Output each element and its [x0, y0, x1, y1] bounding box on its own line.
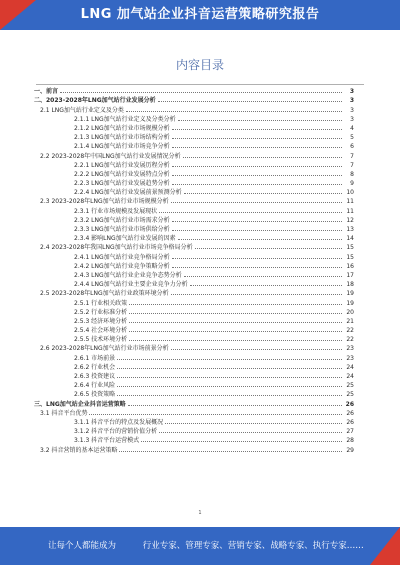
toc-leader-dots	[172, 267, 342, 268]
toc-entry-label: 2.2.4 LNG加气站行业发展前景预测分析	[74, 189, 182, 197]
toc-entry-label: 2.1.4 LNG加气站行业市场竞争分析	[74, 143, 170, 151]
toc-entry-page: 23	[346, 354, 354, 362]
toc-entry-page: 15	[346, 244, 354, 252]
toc-leader-dots	[117, 386, 342, 387]
toc-entry[interactable]	[34, 389, 354, 398]
report-title: LNG 加气站企业抖音运营策略研究报告	[80, 7, 320, 22]
toc-entry[interactable]	[34, 114, 354, 123]
toc-entry-label: 2.3.2 LNG加气站行业市场需求分析	[74, 216, 170, 224]
toc-leader-dots	[129, 322, 342, 323]
toc-entry-label: 2.4.3 LNG加气站行业企业竞争态势分析	[74, 271, 182, 279]
toc-entry-page: 19	[346, 290, 354, 298]
toc-entry-page: 5	[350, 134, 354, 142]
toc-entry[interactable]	[34, 132, 354, 141]
toc-entry-page: 9	[350, 180, 354, 188]
toc-entry[interactable]	[34, 398, 354, 407]
toc-entry-label: 2.6 2023-2028年LNG加气站行业市场前景分析	[40, 345, 169, 353]
toc-entry-label: 2.2 2023-2028年中国LNG加气站行业发展情况分析	[40, 152, 181, 160]
toc-entry[interactable]	[34, 169, 354, 178]
toc-entry[interactable]	[34, 141, 354, 150]
toc-entry[interactable]	[34, 444, 354, 453]
toc-entry-label: 2.6.4 行业风险	[74, 382, 116, 390]
footer-slogan: 让每个人都能成为	[48, 541, 117, 551]
toc-leader-dots	[172, 184, 342, 185]
toc-leader-dots	[172, 166, 342, 167]
toc-entry[interactable]	[34, 215, 354, 224]
toc-entry-label: 2.3.3 LNG加气站行业市场供给分析	[74, 226, 170, 233]
toc-entry-page: 26	[346, 409, 354, 417]
toc-entry[interactable]	[34, 325, 354, 334]
footer-red-corner	[370, 527, 400, 565]
toc-entry-page: 13	[346, 226, 354, 233]
toc-entry[interactable]	[34, 408, 354, 417]
toc-leader-dots	[171, 202, 342, 203]
footer-bar	[0, 527, 400, 565]
toc-entry[interactable]	[34, 233, 354, 242]
toc-entry-label: 三、LNG加气站企业抖音运营策略	[34, 400, 126, 408]
toc-leader-dots	[172, 258, 342, 259]
toc-leader-dots	[172, 230, 342, 231]
toc-entry-label: 2.5.3 经济环境分析	[74, 317, 128, 325]
toc-entry-label: 2.2.3 LNG加气站行业发展趋势分析	[74, 180, 170, 188]
toc-leader-dots	[178, 120, 342, 121]
toc-entry-page: 8	[350, 170, 354, 178]
toc-leader-dots	[89, 414, 342, 415]
toc-leader-dots	[183, 157, 342, 158]
toc-entry[interactable]	[34, 242, 354, 251]
toc-entry-label: 2.2.1 LNG加气站行业发展历程分析	[74, 161, 170, 169]
toc-entry-page: 11	[346, 198, 354, 206]
toc-entry-page: 25	[346, 382, 354, 390]
toc-leader-dots	[184, 276, 342, 277]
toc-leader-dots	[126, 111, 342, 112]
toc-entry[interactable]	[34, 178, 354, 187]
toc-entry[interactable]	[34, 288, 354, 297]
toc-entry-label: 2.5.1 行业相关政策	[74, 299, 128, 307]
toc-entry-label: 2.6.3 投资建议	[74, 373, 116, 380]
toc-entry-label: 2.1 LNG加气站行业定义及分类	[40, 106, 124, 114]
toc-entry-label: 2.6.5 投资策略	[74, 391, 116, 399]
toc-leader-dots	[129, 313, 342, 314]
toc-entry-page: 25	[346, 391, 354, 399]
toc-entry-label: 2.3.1 行业市场规模及发展现状	[74, 207, 158, 215]
toc-entry-page: 4	[350, 124, 354, 132]
toc-leader-dots	[172, 129, 342, 130]
toc-entry-label: 2.6.2 行业机会	[74, 363, 116, 371]
toc-entry[interactable]	[34, 95, 354, 104]
toc-leader-dots	[158, 101, 342, 102]
toc-entry[interactable]	[34, 426, 354, 435]
toc-leader-dots	[129, 304, 342, 305]
toc-entry-page: 24	[346, 373, 354, 380]
toc-entry-page: 14	[346, 235, 354, 243]
toc-entry-label: 2.5.2 行业标准分析	[74, 308, 128, 316]
heading-divider	[36, 84, 364, 85]
toc-leader-dots	[129, 340, 342, 341]
toc-entry[interactable]	[34, 362, 354, 371]
toc-leader-dots	[195, 248, 342, 249]
toc-entry[interactable]	[34, 205, 354, 214]
toc-leader-dots	[172, 175, 342, 176]
toc-leader-dots	[117, 368, 342, 369]
toc-entry-label: 3.1 抖音平台优势	[40, 409, 88, 417]
toc-entry-page: 19	[346, 299, 354, 307]
toc-entry-label: 2.4.2 LNG加气站行业竞争策略分析	[74, 262, 170, 270]
toc-entry-label: 2.3.4 影响LNG加气站行业发展的因素	[74, 235, 176, 243]
toc-entry-label: 2.1.1 LNG加气站行业定义及分类分析	[74, 115, 176, 123]
toc-entry-page: 12	[346, 216, 354, 224]
toc-entry-label: 2.5 2023-2028年LNG加气站行业政策环境分析	[40, 290, 169, 298]
toc-entry-label: 2.4.1 LNG加气站行业竞争格局分析	[74, 253, 170, 261]
toc-entry-page: 3	[349, 97, 354, 105]
toc-entry-page: 3	[350, 106, 354, 114]
toc-entry[interactable]	[34, 123, 354, 132]
toc-entry-page: 22	[346, 336, 354, 344]
toc-entry[interactable]	[34, 104, 354, 113]
toc-entry-label: 3.2 抖音营销的基本运营策略	[40, 446, 118, 454]
toc-entry-label: 2.4.4 LNG加气站行业主要企业竞争力分析	[74, 281, 188, 289]
toc-leader-dots	[178, 239, 342, 240]
toc-leader-dots	[117, 395, 342, 396]
toc-leader-dots	[119, 451, 342, 452]
toc-entry-label: 一、前言	[34, 88, 59, 96]
toc-entry[interactable]	[34, 261, 354, 270]
toc-entry[interactable]	[34, 279, 354, 288]
toc-entry[interactable]	[34, 352, 354, 361]
toc-leader-dots	[184, 193, 342, 194]
toc-entry-label: 二、2023-2028年LNG加气站行业发展分析	[34, 97, 156, 105]
toc-entry[interactable]	[34, 86, 354, 95]
toc-entry[interactable]	[34, 380, 354, 389]
toc-entry-page: 28	[346, 437, 354, 445]
toc-entry-page: 26	[345, 400, 354, 408]
header-bar	[0, 0, 400, 30]
toc-entry-page: 17	[346, 271, 354, 279]
toc-entry-label: 2.5.5 技术环境分析	[74, 336, 128, 344]
footer-roles: 行业专家、管理专家、营销专家、战略专家、执行专家……	[142, 541, 364, 551]
toc-entry-label: 2.5.4 社会环境分析	[74, 327, 128, 335]
toc-entry-page: 16	[346, 262, 354, 270]
toc-entry[interactable]	[34, 316, 354, 325]
toc-leader-dots	[172, 138, 342, 139]
toc-leader-dots	[129, 331, 342, 332]
toc-entry[interactable]	[34, 334, 354, 343]
toc-leader-dots	[190, 285, 342, 286]
toc-entry-page: 11	[346, 207, 354, 215]
toc-entry-page: 3	[350, 115, 354, 123]
toc-entry-label: 2.6.1 市场前景	[74, 354, 116, 362]
toc-heading: 内容目录	[175, 58, 224, 72]
toc-leader-dots	[172, 221, 342, 222]
toc-entry-label: 2.3 2023-2028年LNG加气站行业市场规模分析	[40, 198, 169, 206]
toc-entry-page: 15	[346, 253, 354, 261]
footer-text	[48, 527, 364, 565]
toc-entry[interactable]	[34, 224, 354, 233]
toc-entry-label: 2.1.3 LNG加气站行业市场结构分析	[74, 134, 170, 142]
table-of-contents	[34, 86, 354, 454]
toc-entry-page: 20	[346, 308, 354, 316]
toc-entry-label: 2.4 2023-2028年我国LNG加气站行业市场竞争格局分析	[40, 244, 193, 252]
toc-leader-dots	[117, 377, 342, 378]
toc-entry[interactable]	[34, 187, 354, 196]
toc-entry-page: 23	[346, 345, 354, 353]
toc-entry[interactable]	[34, 417, 354, 426]
toc-entry-page: 26	[346, 418, 354, 426]
toc-entry-page: 29	[346, 446, 354, 454]
toc-entry-page: 24	[346, 363, 354, 371]
toc-entry-page: 10	[346, 189, 354, 197]
toc-entry[interactable]	[34, 343, 354, 352]
toc-entry-label: 3.1.1 抖音平台的特点及发展概况	[74, 418, 164, 426]
toc-entry[interactable]	[34, 371, 354, 380]
toc-entry-page: 27	[346, 428, 354, 436]
toc-leader-dots	[165, 423, 342, 424]
page-number: 1	[198, 510, 202, 516]
toc-leader-dots	[117, 359, 342, 360]
toc-entry-label: 3.1.3 抖音平台运营模式	[74, 437, 140, 445]
toc-entry-page: 7	[350, 161, 354, 169]
toc-entry-page: 21	[346, 317, 354, 325]
toc-entry-page: 22	[346, 327, 354, 335]
toc-entry-page: 7	[350, 152, 354, 160]
toc-entry[interactable]	[34, 196, 354, 205]
toc-entry-label: 2.1.2 LNG加气站行业市场规模分析	[74, 124, 170, 132]
toc-leader-dots	[171, 349, 342, 350]
toc-entry[interactable]	[34, 435, 354, 444]
toc-entry[interactable]	[34, 150, 354, 159]
toc-entry[interactable]	[34, 251, 354, 260]
toc-leader-dots	[159, 432, 342, 433]
toc-entry[interactable]	[34, 160, 354, 169]
toc-leader-dots	[141, 441, 342, 442]
toc-leader-dots	[128, 405, 342, 406]
toc-entry-label: 2.2.2 LNG加气站行业发展特点分析	[74, 170, 170, 178]
toc-entry-label: 3.1.2 抖音平台的营销价值分析	[74, 428, 158, 436]
toc-leader-dots	[159, 212, 342, 213]
toc-entry-page: 6	[350, 143, 354, 151]
toc-leader-dots	[60, 92, 342, 93]
toc-entry[interactable]	[34, 270, 354, 279]
toc-entry[interactable]	[34, 297, 354, 306]
toc-entry[interactable]	[34, 307, 354, 316]
toc-entry-page: 18	[346, 281, 354, 289]
toc-leader-dots	[171, 294, 342, 295]
toc-leader-dots	[172, 147, 342, 148]
toc-entry-page: 3	[349, 88, 354, 96]
